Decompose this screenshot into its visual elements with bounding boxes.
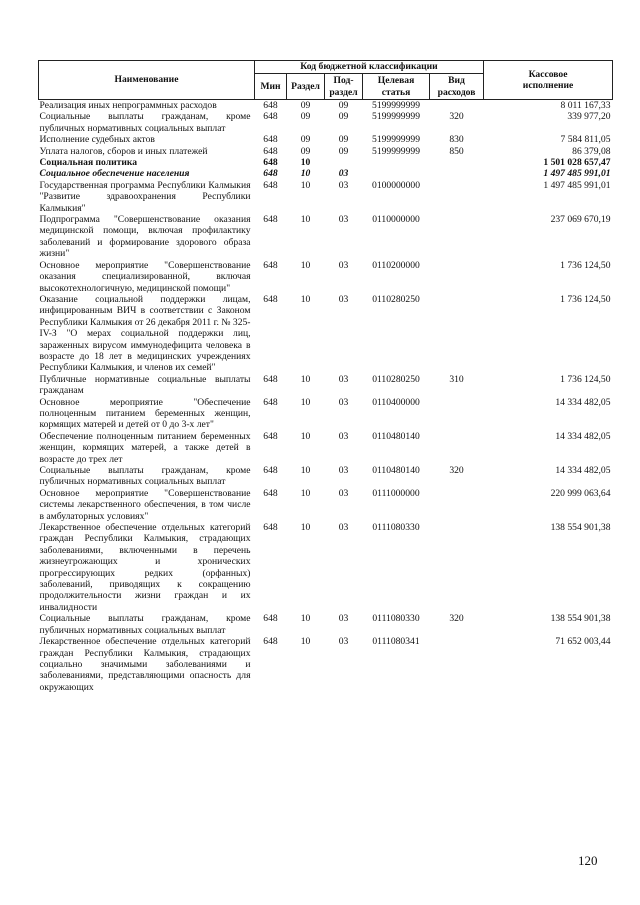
row-name: Социальные выплаты гражданам, кроме публичных нормативных социальных выплат (39, 613, 251, 636)
row-name: Социальные выплаты гражданам, кроме публичных нормативных социальных выплат (39, 465, 251, 488)
row-podrazdel: 03 (338, 179, 349, 191)
row-razdel: 10 (300, 396, 311, 408)
row-name: Социальные выплаты гражданам, кроме публичных нормативных социальных выплат (39, 111, 251, 134)
row-podrazdel: 09 (338, 100, 349, 111)
row-razdel: 10 (300, 487, 311, 499)
table-row (39, 374, 613, 397)
row-celevaya: 0110400000 (372, 396, 420, 408)
row-celevaya: 0110480140 (372, 430, 420, 442)
row-min: 648 (263, 522, 278, 534)
table-row (39, 465, 613, 488)
row-amount: 1 497 485 991,01 (543, 168, 611, 180)
row-amount: 8 011 167,33 (560, 100, 611, 111)
row-razdel: 10 (300, 465, 311, 476)
table-row (39, 157, 613, 168)
row-razdel: 10 (300, 613, 311, 625)
row-celevaya: 0110280250 (372, 293, 420, 305)
row-podrazdel: 03 (338, 373, 349, 385)
row-vid: 320 (449, 613, 464, 625)
row-amount: 339 977,20 (567, 111, 611, 123)
row-name: Социальное обеспечение населения (39, 168, 190, 180)
row-name: Реализация иных непрограммных расходов (39, 100, 217, 111)
row-celevaya: 0110000000 (372, 214, 420, 226)
row-celevaya: 0110200000 (372, 259, 420, 271)
row-vid (430, 214, 484, 260)
row-celevaya: 0111000000 (372, 487, 420, 499)
row-name: Обеспечение полноценным питанием беременных женщин, кормящих матерей, а также детей в возрасте до трех лет (39, 430, 251, 465)
table-row (39, 111, 613, 134)
row-vid: 850 (449, 145, 464, 157)
header-kassovoe: Кассовое исполнение (484, 61, 613, 100)
row-vid (430, 168, 484, 179)
row-celevaya: 0111080330 (372, 613, 420, 625)
row-podrazdel: 03 (338, 487, 349, 499)
table-row (39, 134, 613, 145)
row-celevaya: 5199999999 (372, 134, 420, 146)
row-podrazdel: 09 (338, 145, 349, 157)
row-name: Лекарственное обеспечение отдельных категорий граждан Республики Калмыкия, страдающих социально значимыми заболеваниями и заболеваниями, представляющими опасность для окружающих (39, 636, 251, 693)
row-vid (430, 157, 484, 168)
header-min: Мин (255, 74, 287, 100)
row-razdel: 10 (300, 214, 311, 226)
row-podrazdel (325, 157, 363, 168)
row-min: 648 (263, 259, 278, 271)
table-row (39, 260, 613, 294)
row-amount: 71 652 003,44 (555, 636, 611, 648)
row-amount: 220 999 063,64 (550, 487, 611, 499)
row-razdel: 10 (300, 373, 311, 385)
row-name: Подпрограмма "Совершенствование оказания медицинской помощи, включая профилактику заболеваний и формирование здорового образа жизни" (39, 214, 251, 260)
table-row (39, 488, 613, 522)
row-min: 648 (263, 179, 278, 191)
row-podrazdel: 03 (338, 613, 349, 625)
row-razdel: 10 (300, 293, 311, 305)
row-celevaya: 0110480140 (372, 465, 420, 476)
row-razdel: 10 (300, 168, 311, 180)
table-row (39, 397, 613, 431)
row-celevaya: 0111080341 (372, 636, 420, 648)
row-vid (430, 636, 484, 693)
row-celevaya: 5199999999 (372, 111, 420, 123)
table-row (39, 214, 613, 260)
row-name: Государственная программа Республики Калмыкия "Развитие здравоохранения Республики Калмыкия" (39, 179, 251, 214)
row-name: Оказание социальной поддержки лицам, инфицированным ВИЧ в соответствии с Законом Республики Калмыкия от 26 декабря 2011 г. № 325-IV-З "О мерах социальной поддержки лиц, зараженных вирусом иммунодефицита человека в возрасте до 18 лет в медицинских учреждениях Республики Калмыкия, и членов их семей" (39, 293, 251, 374)
row-razdel: 09 (300, 111, 311, 123)
row-min: 648 (263, 168, 278, 180)
row-name: Основное мероприятие "Совершенствование системы лекарственного обеспечения, в том числе в амбулаторных условиях" (39, 487, 251, 522)
row-celevaya (363, 157, 430, 168)
row-min: 648 (263, 145, 278, 157)
row-podrazdel: 09 (338, 134, 349, 146)
row-min: 648 (263, 100, 278, 111)
row-vid (430, 397, 484, 431)
row-celevaya: 0110280250 (372, 373, 420, 385)
row-min: 648 (263, 111, 278, 123)
row-amount: 14 334 482,05 (555, 396, 611, 408)
row-name: Основное мероприятие "Обеспечение полноценным питанием беременных женщин, кормящих матерей и детей от 0 до 3-х лет" (39, 396, 251, 431)
row-vid (430, 522, 484, 613)
header-name: Наименование (39, 61, 255, 100)
row-min: 648 (263, 396, 278, 408)
row-razdel: 10 (300, 179, 311, 191)
row-vid (430, 100, 484, 112)
row-vid: 830 (449, 134, 464, 146)
row-min: 648 (263, 636, 278, 648)
row-name: Уплата налогов, сборов и иных платежей (39, 145, 208, 157)
budget-table-page (38, 60, 612, 693)
row-amount: 1 736 124,50 (560, 293, 611, 305)
row-podrazdel: 03 (338, 430, 349, 442)
header-vid: Вид расходов (430, 74, 484, 100)
row-amount: 237 069 670,19 (550, 214, 611, 226)
row-min: 648 (263, 373, 278, 385)
header-podrazdel: Под- раздел (325, 74, 363, 100)
row-podrazdel: 03 (338, 465, 349, 476)
row-vid (430, 260, 484, 294)
row-razdel: 10 (300, 522, 311, 534)
budget-table (38, 60, 613, 693)
row-min: 648 (263, 487, 278, 499)
row-vid (430, 488, 484, 522)
row-razdel: 09 (300, 134, 311, 146)
row-podrazdel: 03 (338, 259, 349, 271)
row-celevaya: 5199999999 (372, 100, 420, 111)
table-row (39, 100, 613, 112)
row-podrazdel: 03 (338, 396, 349, 408)
row-celevaya (363, 168, 430, 179)
row-name: Публичные нормативные социальные выплаты гражданам (39, 373, 251, 397)
header-celevaya: Целевая статья (363, 74, 430, 100)
row-vid: 310 (449, 373, 464, 385)
row-min: 648 (263, 613, 278, 625)
row-vid (430, 431, 484, 465)
row-razdel: 10 (300, 259, 311, 271)
row-razdel: 10 (300, 636, 311, 648)
row-razdel: 10 (300, 430, 311, 442)
table-row (39, 180, 613, 214)
row-min: 648 (263, 430, 278, 442)
table-body (39, 100, 613, 694)
row-razdel: 09 (300, 100, 311, 111)
row-podrazdel: 03 (338, 636, 349, 648)
row-amount: 138 554 901,38 (550, 613, 611, 625)
table-row (39, 294, 613, 374)
header-code-group: Код бюджетной классификации (255, 61, 484, 74)
row-amount: 7 584 811,05 (560, 134, 611, 146)
header-razdel: Раздел (287, 74, 325, 100)
table-row (39, 522, 613, 613)
row-vid (430, 294, 484, 374)
row-amount: 1 497 485 991,01 (543, 179, 611, 191)
row-name: Лекарственное обеспечение отдельных категорий граждан Республики Калмыкия, страдающих заболеваниями, включенными в перечень жизнеугрожающих и хронических прогрессирующих редких (орфанных) заболеваний, приводящих к сокращению продолжительности жизни граждан и их инвалидности (39, 522, 251, 613)
row-name: Социальная политика (39, 157, 138, 169)
row-name: Основное мероприятие "Совершенствование оказания специализированной, включая высокотехнологичную, медицинской помощи" (39, 259, 251, 294)
row-amount: 1 501 028 657,47 (543, 157, 611, 169)
row-razdel: 09 (300, 145, 311, 157)
row-amount: 1 736 124,50 (560, 373, 611, 385)
row-podrazdel: 03 (338, 214, 349, 226)
row-min: 648 (263, 214, 278, 226)
row-amount: 138 554 901,38 (550, 522, 611, 534)
row-amount: 1 736 124,50 (560, 259, 611, 271)
table-row (39, 613, 613, 636)
table-row (39, 168, 613, 179)
table-row (39, 636, 613, 693)
row-podrazdel: 03 (338, 293, 349, 305)
row-name: Исполнение судебных актов (39, 134, 155, 146)
row-amount: 14 334 482,05 (555, 465, 611, 476)
row-razdel: 10 (300, 157, 311, 169)
row-celevaya: 5199999999 (372, 145, 420, 157)
row-podrazdel: 03 (338, 168, 349, 180)
page-number: 120 (578, 853, 598, 868)
row-vid: 320 (449, 465, 464, 476)
row-podrazdel: 03 (338, 522, 349, 534)
row-amount: 14 334 482,05 (555, 430, 611, 442)
row-min: 648 (263, 157, 278, 169)
row-vid: 320 (449, 111, 464, 123)
table-row (39, 431, 613, 465)
row-min: 648 (263, 293, 278, 305)
row-celevaya: 0100000000 (372, 179, 420, 191)
row-min: 648 (263, 465, 278, 476)
row-celevaya: 0111080330 (372, 522, 420, 534)
row-podrazdel: 09 (338, 111, 349, 123)
row-amount: 86 379,08 (572, 145, 611, 157)
row-vid (430, 180, 484, 214)
table-row (39, 146, 613, 157)
row-min: 648 (263, 134, 278, 146)
